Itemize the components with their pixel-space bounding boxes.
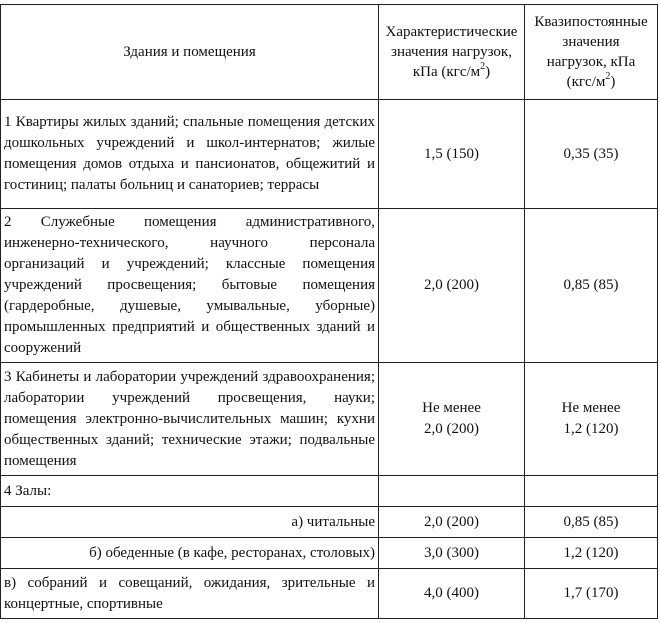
quasi-min-value: 1,2 (120): [563, 421, 619, 437]
header-buildings: [1, 5, 379, 100]
header-quasi-unit-sup: 2: [605, 71, 611, 82]
table-row: [1, 363, 658, 476]
table-row: [1, 209, 658, 363]
header-buildings-text: Здания и помещения: [123, 44, 256, 60]
row-characteristic-value: 4,0 (400): [379, 569, 525, 619]
row-quasi-value: 0,35 (35): [525, 100, 658, 209]
row-description: в) собраний и совещаний, ожидания, зрительные и концертные, спортивные: [1, 569, 379, 619]
table-header-row: [1, 5, 658, 100]
row-characteristic-value: 2,0 (200): [379, 507, 525, 538]
characteristic-min-label: Не менее: [422, 400, 481, 416]
row-quasi-value: 1,2 (120): [525, 538, 658, 569]
row-quasi-value: 1,7 (170): [525, 569, 658, 619]
row-quasi-value: [525, 363, 658, 476]
table-row: [1, 507, 658, 538]
table-row: [1, 538, 658, 569]
header-quasi-line1: Квазипостоянные: [534, 14, 648, 30]
header-quasi-unit: (кгс/м: [566, 74, 606, 90]
header-characteristic-unit-sup: 2: [480, 61, 486, 72]
table-row: [1, 100, 658, 209]
loads-table: [0, 4, 658, 619]
row-quasi-value: 0,85 (85): [525, 507, 658, 538]
header-quasi-line2: значения: [562, 34, 620, 50]
table-row: [1, 476, 658, 507]
row-characteristic-value: 3,0 (300): [379, 538, 525, 569]
header-characteristic-unit-close: ): [485, 64, 491, 80]
header-quasi-unit-close: ): [610, 74, 616, 90]
row-description: 4 Залы:: [1, 476, 379, 507]
header-quasi-line3: нагрузок, кПа: [546, 54, 636, 70]
header-characteristic-unit: кПа (кгс/м: [412, 64, 481, 80]
row-description: б) обеденные (в кафе, ресторанах, столовых): [1, 538, 379, 569]
header-characteristic: [379, 5, 525, 100]
row-description: а) читальные: [1, 507, 379, 538]
quasi-min-label: Не менее: [561, 400, 621, 416]
row-quasi-value: [525, 476, 658, 507]
row-quasi-value: 0,85 (85): [525, 209, 658, 363]
header-characteristic-line1: Характеристические: [385, 24, 518, 40]
row-description: 1 Квартиры жилых зданий; спальные помещения детских дошкольных учреждений и школ-интернатов; жилые помещения домов отдыха и пансионатов, общежитий и гостиниц; палаты больниц и санаториев; террасы: [1, 100, 379, 209]
row-characteristic-value: [379, 476, 525, 507]
row-characteristic-value: 2,0 (200): [379, 209, 525, 363]
header-characteristic-line2: значения нагрузок,: [391, 44, 512, 60]
row-characteristic-value: [379, 363, 525, 476]
header-quasi: [525, 5, 658, 100]
characteristic-min-value: 2,0 (200): [424, 421, 479, 437]
row-description: 3 Кабинеты и лаборатории учреждений здравоохранения; лаборатории учреждений просвещения, науки; помещения электронно-вычислительных машин; кухни общественных зданий; технические этажи; подвальные помещения: [1, 363, 379, 476]
row-characteristic-value: 1,5 (150): [379, 100, 525, 209]
table-row: [1, 569, 658, 619]
row-description: 2 Служебные помещения административного, инженерно-технического, научного персонала организаций и учреждений; классные помещения учреждений просвещения; бытовые помещения (гардеробные, душевые, умывальные, уборные) промышленных предприятий и общественных зданий и сооружений: [1, 209, 379, 363]
